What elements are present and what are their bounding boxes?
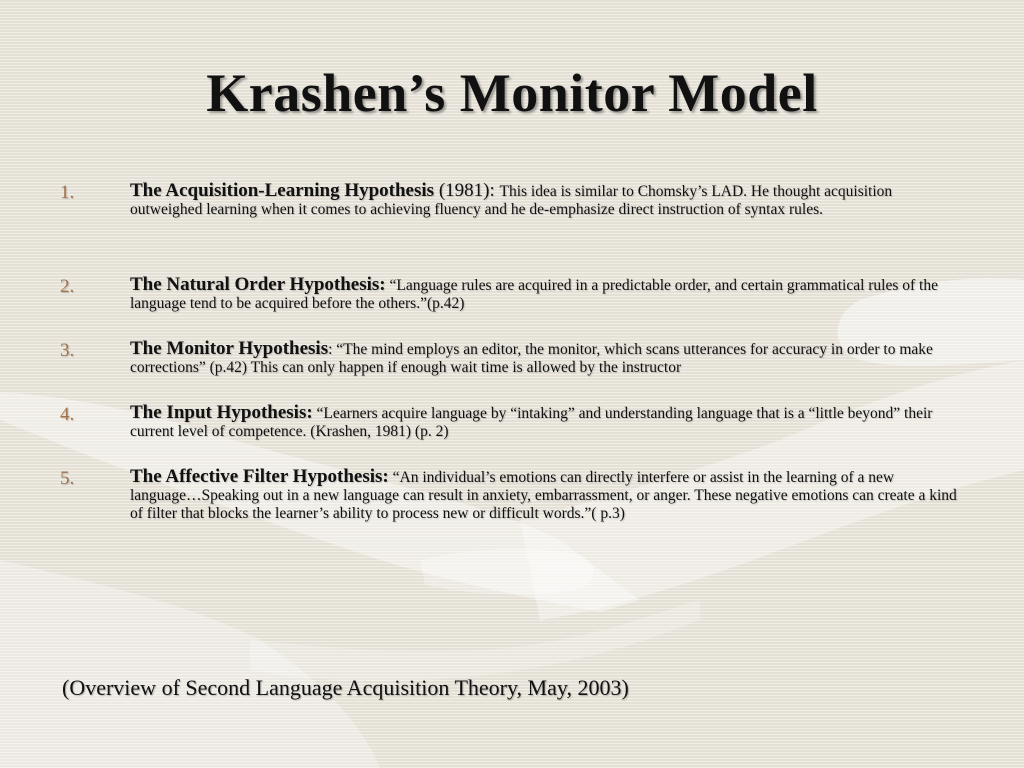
item-content — [130, 340, 962, 377]
item-heading: The Natural Order Hypothesis: — [130, 274, 386, 295]
item-year: (1981): — [434, 180, 500, 201]
item-number: 5. — [60, 468, 75, 489]
item-heading: The Acquisition-Learning Hypothesis — [130, 180, 435, 201]
item-separator: : — [328, 341, 337, 358]
item-text: This idea is similar to Chomsky’s LAD. He thought acquisition outweighed learning when it comes to achieving fluency and he de-emphasize direct instruction of syntax rules. — [130, 183, 893, 218]
item-number: 3. — [60, 340, 75, 361]
item-heading: The Affective Filter Hypothesis: — [130, 466, 389, 487]
item-content — [130, 182, 962, 219]
item-heading: The Input Hypothesis: — [130, 402, 313, 423]
slide-title: Krashen’s Monitor Model — [206, 63, 818, 123]
item-text: “Learners acquire language by “intaking” and understanding language that is a “little beyond” their current level of competence. (Krashen, 1981) (p. 2) — [130, 405, 933, 440]
item-text: “An individual’s emotions can directly interfere or assist in the learning of a new language…Speaking out in a new language can result in anxiety, embarrassment, or anger. These negative emotions can create a kind of filter that blocks the learner’s ability to process new or difficult words.”( p.3) — [130, 469, 957, 522]
item-number: 2. — [60, 276, 75, 297]
item-content — [130, 468, 962, 523]
item-text: “Language rules are acquired in a predictable order, and certain grammatical rules of the language tend to be acquired before the others.”(p.42) — [130, 277, 938, 312]
item-text: “The mind employs an editor, the monitor, which scans utterances for accuracy in order to make corrections” (p.42) This can only happen if enough wait time is allowed by the instructor — [130, 341, 933, 376]
item-heading: The Monitor Hypothesis — [130, 338, 329, 359]
source-citation: (Overview of Second Language Acquisition Theory, May, 2003) — [62, 675, 629, 700]
item-number: 1. — [60, 182, 75, 203]
item-content — [130, 276, 962, 313]
item-number: 4. — [60, 404, 75, 425]
item-content — [130, 404, 962, 441]
